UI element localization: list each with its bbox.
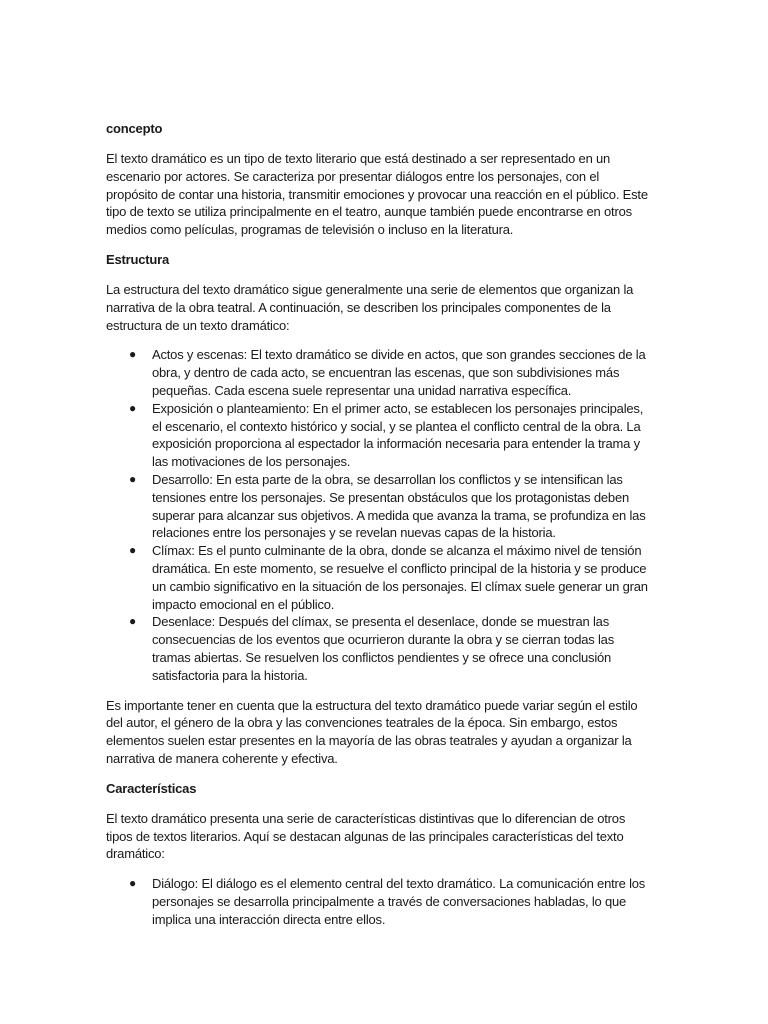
- list-item: [129, 613, 654, 684]
- list-item: [129, 471, 654, 542]
- bullet-icon: ●: [129, 876, 137, 891]
- heading-concepto: concepto: [106, 121, 163, 136]
- list-item-text: Clímax: Es el punto culminante de la obra, donde se alcanza el máximo nivel de tensión dramática. En este momento, se resuelve el conflicto principal de la historia y se produce un cambio significativo en la situación de los personajes. El clímax suele generar un gran impacto emocional en el público.: [152, 543, 648, 612]
- bullet-icon: ●: [129, 471, 137, 486]
- list-item: [129, 875, 654, 928]
- paragraph-concepto: El texto dramático es un tipo de texto literario que está destinado a ser representado en un escenario por actores. Se caracteriza por presentar diálogos entre los personajes, con el propósito de contar una historia, transmitir emociones y provocar una reacción en el público. Este tipo de texto se utiliza principalmente en el teatro, aunque también puede encontrarse en otros medios como películas, programas de televisión o incluso en la literatura.: [106, 151, 648, 238]
- caracteristicas-list: [106, 875, 654, 928]
- estructura-list: [106, 346, 654, 684]
- paragraph-estructura-closing: Es importante tener en cuenta que la estructura del texto dramático puede variar según el estilo del autor, el género de la obra y las convenciones teatrales de la época. Sin embargo, estos elementos suelen estar presentes en la mayoría de las obras teatrales y ayudan a organizar la narrativa de manera coherente y efectiva.: [106, 697, 638, 766]
- bullet-icon: ●: [129, 614, 137, 629]
- list-item-text: Desenlace: Después del clímax, se presenta el desenlace, donde se muestran las consecuencias de los eventos que ocurrieron durante la obra y se cierran todas las tramas abiertas. Se resuelven los conflictos pendientes y se ofrece una conclusión satisfactoria para la historia.: [152, 614, 614, 683]
- heading-caracteristicas: Características: [106, 780, 197, 796]
- paragraph-estructura-intro: La estructura del texto dramático sigue generalmente una serie de elementos que organizan la narrativa de la obra teatral. A continuación, se describen los principales componentes de la estructura de un texto dramático:: [106, 281, 634, 333]
- list-item: [129, 542, 654, 613]
- document-page: [106, 120, 654, 940]
- bullet-icon: ●: [129, 400, 137, 415]
- list-item: [129, 346, 654, 399]
- list-item-text: Exposición o planteamiento: En el primer acto, se establecen los personajes principales, el escenario, el contexto histórico y social, y se plantea el conflicto central de la obra. La exposición proporciona al espectador la información necesaria para entender la trama y las motivaciones de los personajes.: [152, 400, 644, 470]
- bullet-icon: ●: [129, 347, 137, 362]
- list-item-text: Desarrollo: En esta parte de la obra, se desarrollan los conflictos y se intensifican las tensiones entre los personajes. Se presentan obstáculos que los protagonistas deben superar para alcanzar sus objetivos. A medida que avanza la trama, se profundiza en las relaciones entre los personajes y se revelan nuevas capas de la historia.: [152, 471, 646, 541]
- list-item-text: Actos y escenas: El texto dramático se divide en actos, que son grandes secciones de la obra, y dentro de cada acto, se encuentran las escenas, que son subdivisiones más pequeñas. Cada escena suele representar una unidad narrativa específica.: [152, 347, 646, 398]
- heading-estructura: Estructura: [106, 251, 170, 267]
- list-item-text: Diálogo: El diálogo es el elemento central del texto dramático. La comunicación entre los personajes se desarrolla principalmente a través de conversaciones habladas, lo que implica una interacción directa entre ellos.: [152, 876, 646, 927]
- bullet-icon: ●: [129, 543, 137, 558]
- list-item: [129, 400, 654, 471]
- paragraph-caracteristicas-intro: El texto dramático presenta una serie de características distintivas que lo diferencian de otros tipos de textos literarios. Aquí se destacan algunas de las principales características del texto dramático:: [106, 810, 626, 862]
